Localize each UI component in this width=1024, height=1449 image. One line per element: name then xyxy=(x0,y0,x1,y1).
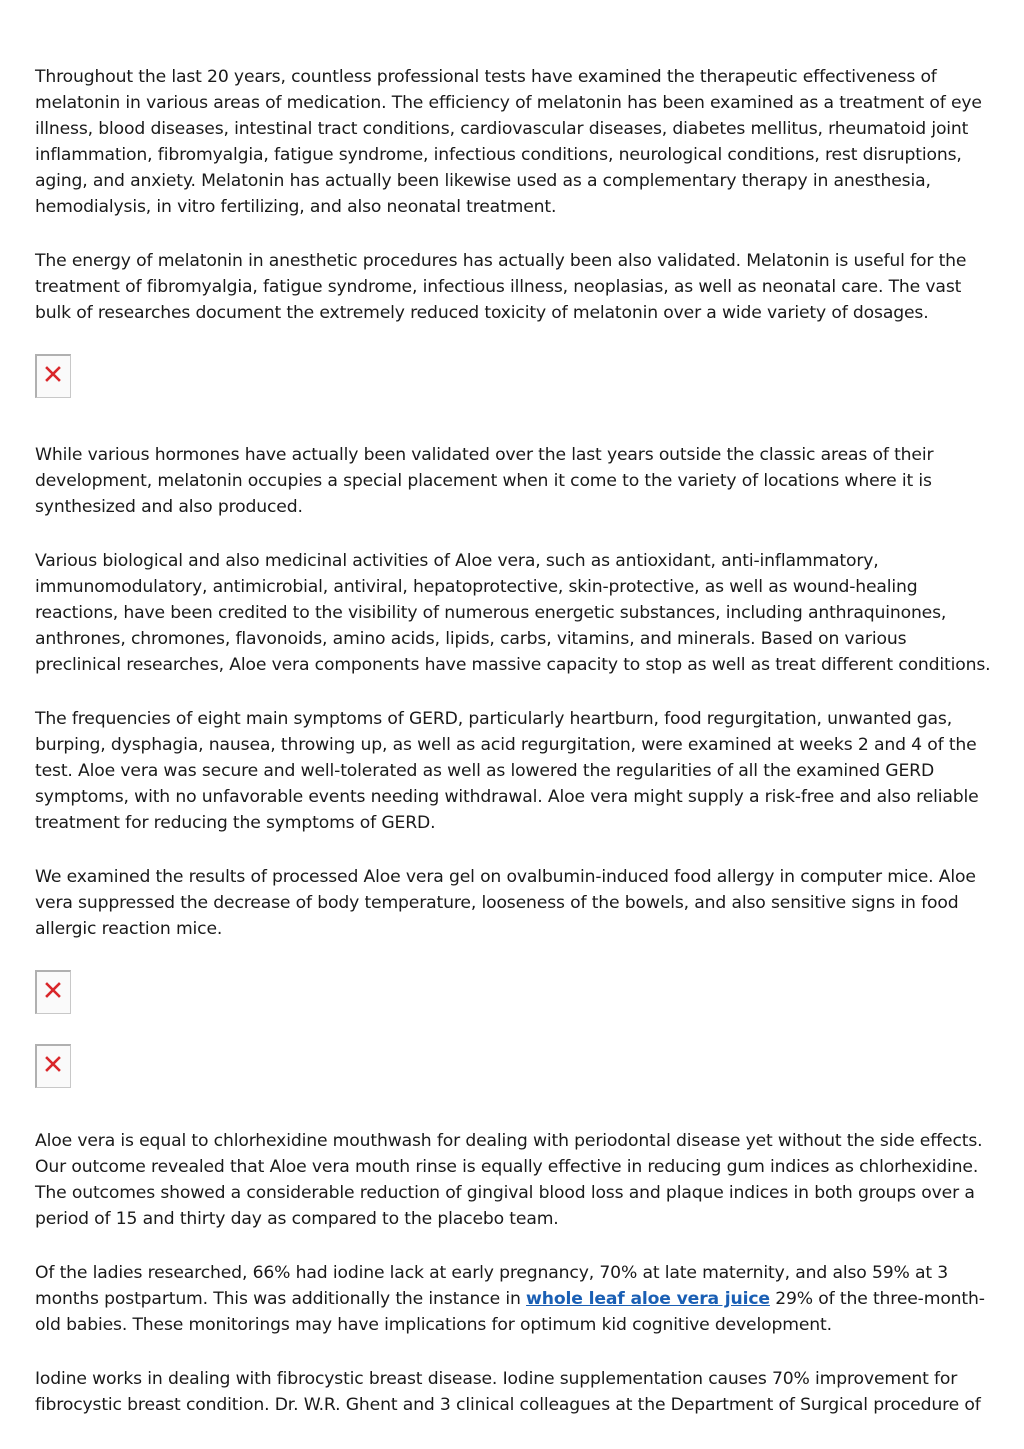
paragraph-aloe-activities: Various biological and also medicinal activities of Aloe vera, such as antioxidant, anti-inflammatory, immunomodulatory, antimicrobial, antiviral, hepatoprotective, skin-protective, as well as wound-healing reactions, have been credited to the visibility of numerous energetic substances, including anthraquinones, anthrones, chromones, flavonoids, amino acids, lipids, carbs, vitamins, and minerals. Based on various preclinical researches, Aloe vera components have massive capacity to stop as well as treat different conditions. xyxy=(35,551,991,675)
paragraph-text: Of the ladies researched, 66% had iodine lack at early pregnancy, 70% at late maternity, and also 59% at 3 months postpartum. This was additionally the instance in xyxy=(35,1263,949,1309)
broken-image-icon xyxy=(44,365,62,383)
broken-image-icon xyxy=(44,1055,62,1073)
paragraph-hormones: While various hormones have actually been validated over the last years outside the classic areas of their development, melatonin occupies a special placement when it come to the variety of locations where it is synthesized and also produced. xyxy=(35,445,934,517)
paragraph-periodontal: Aloe vera is equal to chlorhexidine mouthwash for dealing with periodontal disease yet without the side effects. Our outcome revealed that Aloe vera mouth rinse is equally effective in reducing gum indices as chlorhexidine. The outcomes showed a considerable reduction of gingival blood loss and plaque indices in both groups over a period of 15 and thirty day as compared to the placebo team. xyxy=(35,1131,983,1229)
paragraph-food-allergy: We examined the results of processed Aloe vera gel on ovalbumin-induced food allergy in computer mice. Aloe vera suppressed the decrease of body temperature, looseness of the bowels, and also sensitive signs in food allergic reaction mice. xyxy=(35,867,976,939)
broken-image-2 xyxy=(35,970,71,1014)
broken-image-1 xyxy=(35,354,71,398)
paragraph-text: 29% of the three-month-old babies. These monitorings may have implications for optimum kid cognitive development. xyxy=(35,1289,985,1335)
article-body xyxy=(35,64,995,1446)
paragraph-melatonin-trials: Throughout the last 20 years, countless professional tests have examined the therapeutic effectiveness of melatonin in various areas of medication. The efficiency of melatonin has been examined as a treatment of eye illness, blood diseases, intestinal tract conditions, cardiovascular diseases, diabetes mellitus, rheumatoid joint inflammation, fibromyalgia, fatigue syndrome, infectious conditions, neurological conditions, rest disruptions, aging, and anxiety. Melatonin has actually been likewise used as a complementary therapy in anesthesia, hemodialysis, in vitro fertilizing, and also neonatal treatment. xyxy=(35,67,982,217)
aloe-vera-juice-link[interactable]: whole leaf aloe vera juice xyxy=(526,1289,770,1309)
broken-image-3 xyxy=(35,1044,71,1088)
paragraph-iodine-pregnancy xyxy=(35,1260,995,1338)
paragraph-iodine-fibrocystic: Iodine works in dealing with fibrocystic breast disease. Iodine supplementation causes 70% improvement for fibrocystic breast condition. Dr. W.R. Ghent and 3 clinical colleagues at the Department of Surgical procedure of xyxy=(35,1369,981,1415)
paragraph-gerd: The frequencies of eight main symptoms of GERD, particularly heartburn, food regurgitation, unwanted gas, burping, dysphagia, nausea, throwing up, as well as acid regurgitation, were examined at weeks 2 and 4 of the test. Aloe vera was secure and well-tolerated as well as lowered the regularities of all the examined GERD symptoms, with no unfavorable events needing withdrawal. Aloe vera might supply a risk-free and also reliable treatment for reducing the symptoms of GERD. xyxy=(35,709,979,833)
paragraph-melatonin-anesthetic: The energy of melatonin in anesthetic procedures has actually been also validated. Melatonin is useful for the treatment of fibromyalgia, fatigue syndrome, infectious illness, neoplasias, as well as neonatal care. The vast bulk of researches document the extremely reduced toxicity of melatonin over a wide variety of dosages. xyxy=(35,251,967,323)
broken-image-icon xyxy=(44,981,62,999)
